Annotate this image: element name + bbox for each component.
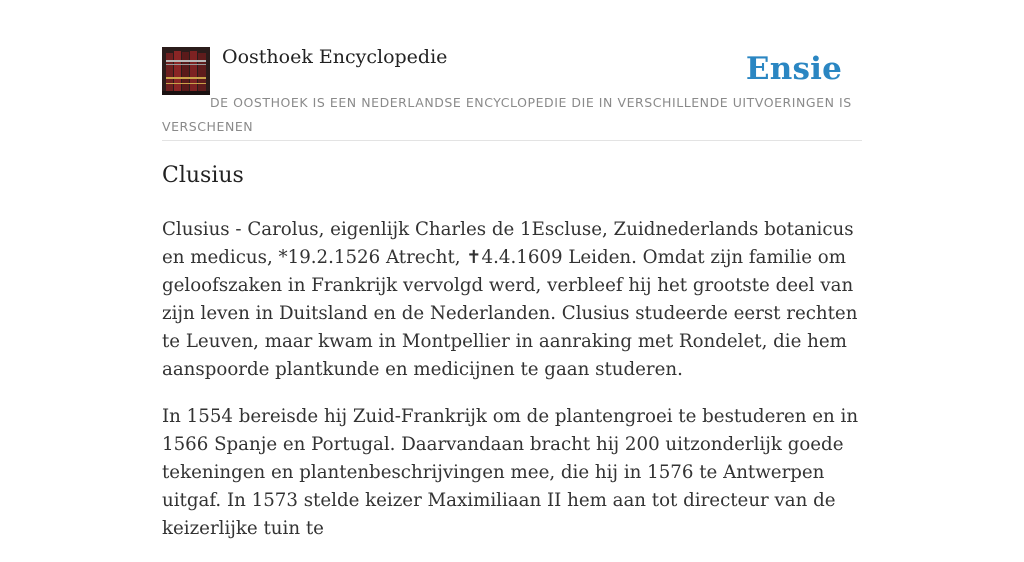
site-tagline: DE OOSTHOEK IS EEN NEDERLANDSE ENCYCLOPEDIE DIE IN VERSCHILLENDE UITVOERINGEN IS VERSCHENEN — [162, 95, 852, 134]
article-paragraph: In 1554 bereisde hij Zuid-Frankrijk om de plantengroei te bestuderen en in 1566 Spanje en Portugal. Daarvandaan bracht hij 200 uitzonderlijk goede tekeningen en plantenbeschrijvingen mee, die hij in 1576 te Antwerpen uitgaf. In 1573 stelde keizer Maximiliaan II hem aan tot directeur van de keizerlijke tuin te — [162, 406, 859, 539]
site-avatar[interactable] — [162, 47, 210, 95]
page — [162, 0, 862, 539]
site-title-link[interactable]: Oosthoek Encyclopedie — [222, 46, 448, 68]
article-title: Clusius — [162, 163, 244, 188]
book-spines-icon — [162, 47, 210, 95]
article-body — [162, 216, 862, 562]
brand-logo-link[interactable]: Ensie — [745, 51, 842, 87]
site-header — [162, 0, 862, 141]
article-paragraph: Clusius - Carolus, eigenlijk Charles de 1Escluse, Zuidnederlands botanicus en medicus, *19.2.1526 Atrecht, ✝4.4.1609 Leiden. Omdat zijn familie om geloofszaken in Frankrijk vervolgd werd, verbleef hij het grootste deel van zijn leven in Duitsland en de Nederlanden. Clusius studeerde eerst rechten te Leuven, maar kwam in Montpellier in aanraking met Rondelet, die hem aanspoorde plantkunde en medicijnen te gaan studeren. — [162, 219, 858, 380]
